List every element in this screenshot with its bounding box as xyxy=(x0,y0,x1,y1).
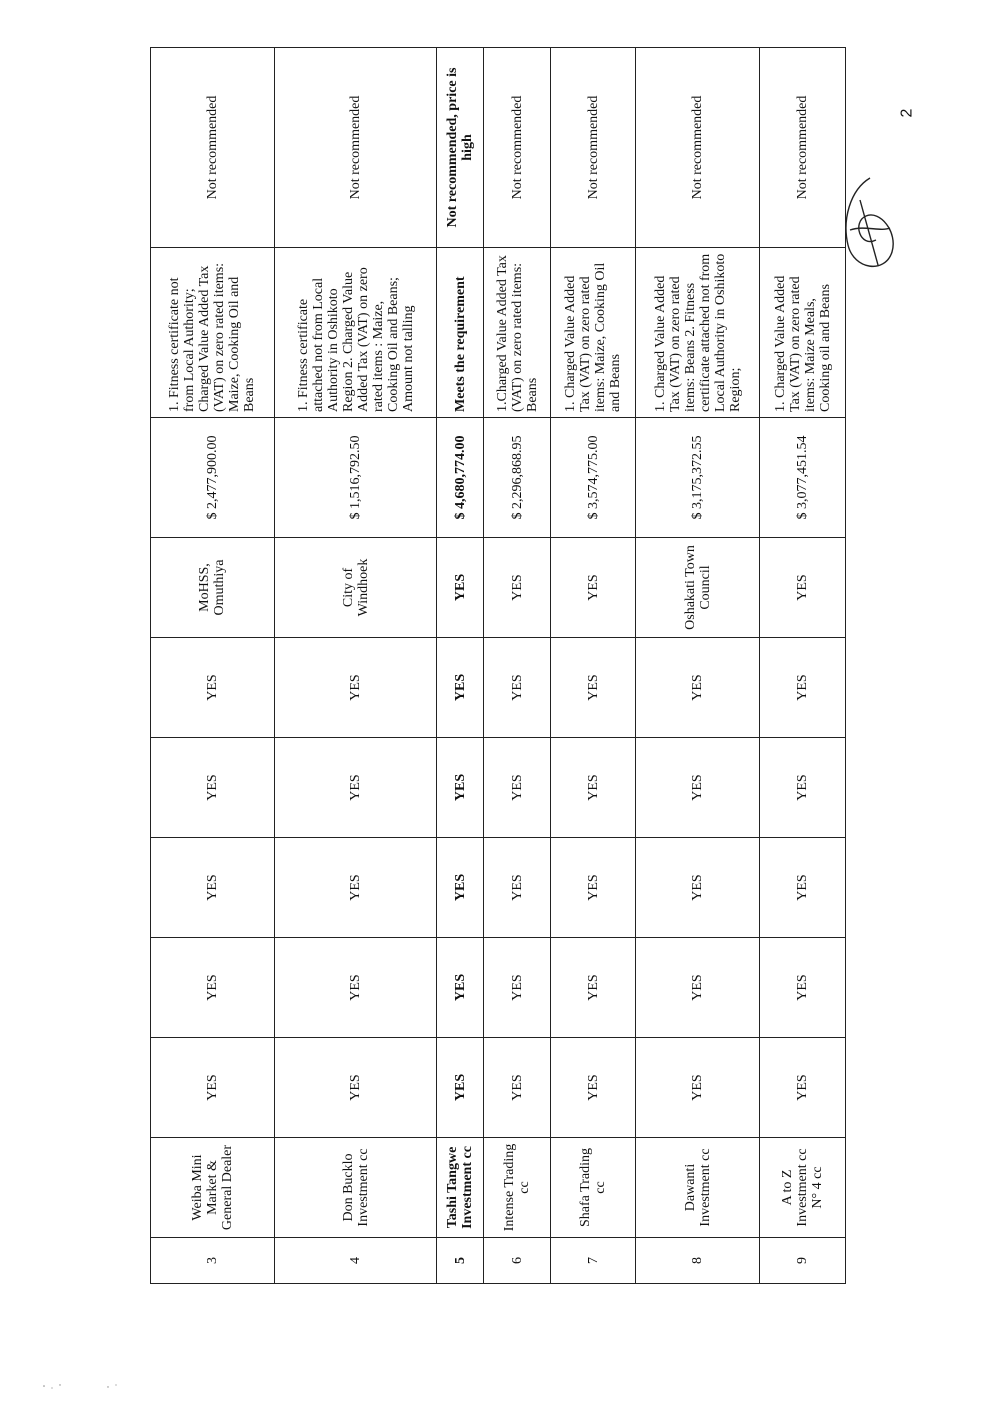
signature-icon xyxy=(830,170,910,280)
criterion-3-cell: YES xyxy=(636,838,760,938)
criterion-2-cell: YES xyxy=(484,938,550,1038)
criterion-5-cell: YES xyxy=(151,638,275,738)
remarks-cell: 1. Charged Value Added Tax (VAT) on zero rated items: Maize, Cooking Oil and Beans xyxy=(550,248,636,418)
criterion-2-cell: YES xyxy=(760,938,846,1038)
remarks-cell: 1. Fitness certificate not from Local Authority; Charged Value Added Tax (VAT) on zero rated items: Maize, Cooking Oil and Beans xyxy=(151,248,275,418)
criterion-1-cell: YES xyxy=(274,1038,436,1138)
row-number-cell: 6 xyxy=(484,1238,550,1284)
criterion-3-cell: YES xyxy=(484,838,550,938)
row-number-cell: 8 xyxy=(636,1238,760,1284)
evaluation-table xyxy=(150,47,846,1284)
remarks-cell: Meets the requirement xyxy=(437,248,484,418)
criterion-5-cell: YES xyxy=(636,638,760,738)
criterion-1-cell: YES xyxy=(437,1038,484,1138)
criterion-6-cell: YES xyxy=(437,538,484,638)
criterion-6-cell: YES xyxy=(550,538,636,638)
table-row xyxy=(550,48,636,1284)
remarks-cell: 1. Fitness certificate attached not from Local Authority in Oshikoto Region 2. Charged Value Added Tax (VAT) on zero rated items : Maize, Cooking Oil and Beans; Amount not talling xyxy=(274,248,436,418)
criterion-1-cell: YES xyxy=(636,1038,760,1138)
bid-price-cell: $ 1,516,792.50 xyxy=(274,418,436,538)
rotated-table-wrapper xyxy=(150,48,846,1284)
criterion-2-cell: YES xyxy=(636,938,760,1038)
bid-price-cell: $ 4,680,774.00 xyxy=(437,418,484,538)
recommendation-cell: Not recommended xyxy=(760,48,846,248)
recommendation-cell: Not recommended xyxy=(274,48,436,248)
criterion-2-cell: YES xyxy=(151,938,275,1038)
criterion-6-cell: MoHSS, Omuthiya xyxy=(151,538,275,638)
table-body xyxy=(151,48,846,1284)
criterion-4-cell: YES xyxy=(760,738,846,838)
recommendation-cell: Not recommended xyxy=(151,48,275,248)
criterion-6-cell: City of Windhoek xyxy=(274,538,436,638)
row-number-cell: 3 xyxy=(151,1238,275,1284)
bid-price-cell: $ 3,574,775.00 xyxy=(550,418,636,538)
criterion-3-cell: YES xyxy=(437,838,484,938)
row-number-cell: 9 xyxy=(760,1238,846,1284)
criterion-4-cell: YES xyxy=(437,738,484,838)
bidder-name-cell: Don Bucklo Investment cc xyxy=(274,1138,436,1238)
criterion-4-cell: YES xyxy=(484,738,550,838)
bid-price-cell: $ 3,175,372.55 xyxy=(636,418,760,538)
bid-price-cell: $ 2,477,900.00 xyxy=(151,418,275,538)
criterion-1-cell: YES xyxy=(484,1038,550,1138)
scan-specks xyxy=(40,1376,130,1396)
criterion-2-cell: YES xyxy=(550,938,636,1038)
criterion-4-cell: YES xyxy=(550,738,636,838)
criterion-5-cell: YES xyxy=(760,638,846,738)
remarks-cell: 1. Charged Value Added Tax (VAT) on zero rated items: Maize Meals, Cooking oil and Beans xyxy=(760,248,846,418)
row-number-cell: 7 xyxy=(550,1238,636,1284)
criterion-3-cell: YES xyxy=(274,838,436,938)
criterion-3-cell: YES xyxy=(550,838,636,938)
criterion-4-cell: YES xyxy=(151,738,275,838)
row-number-cell: 5 xyxy=(437,1238,484,1284)
criterion-6-cell: YES xyxy=(484,538,550,638)
criterion-6-cell: YES xyxy=(760,538,846,638)
criterion-4-cell: YES xyxy=(274,738,436,838)
table-row xyxy=(636,48,760,1284)
recommendation-cell: Not recommended xyxy=(484,48,550,248)
criterion-6-cell: Oshakati Town Council xyxy=(636,538,760,638)
bidder-name-cell: Shafa Trading cc xyxy=(550,1138,636,1238)
criterion-1-cell: YES xyxy=(151,1038,275,1138)
table-row xyxy=(484,48,550,1284)
bidder-name-cell: Dawanti Investment cc xyxy=(636,1138,760,1238)
table-row xyxy=(274,48,436,1284)
criterion-3-cell: YES xyxy=(760,838,846,938)
recommendation-cell: Not recommended xyxy=(636,48,760,248)
bidder-name-cell: A to Z Investment cc N° 4 cc xyxy=(760,1138,846,1238)
criterion-1-cell: YES xyxy=(760,1038,846,1138)
bid-price-cell: $ 3,077,451.54 xyxy=(760,418,846,538)
table-row xyxy=(151,48,275,1284)
criterion-1-cell: YES xyxy=(550,1038,636,1138)
bidder-name-cell: Intense Trading cc xyxy=(484,1138,550,1238)
page-number: 2 xyxy=(898,108,916,118)
criterion-2-cell: YES xyxy=(274,938,436,1038)
criterion-4-cell: YES xyxy=(636,738,760,838)
recommendation-cell: Not recommended xyxy=(550,48,636,248)
remarks-cell: 1.Charged Value Added Tax (VAT) on zero rated items: Beans xyxy=(484,248,550,418)
criterion-5-cell: YES xyxy=(484,638,550,738)
bid-price-cell: $ 2,296,868.95 xyxy=(484,418,550,538)
criterion-5-cell: YES xyxy=(550,638,636,738)
criterion-5-cell: YES xyxy=(437,638,484,738)
bidder-name-cell: Tashi Tangwe Investment cc xyxy=(437,1138,484,1238)
recommendation-cell: Not recommended, price is high xyxy=(437,48,484,248)
bidder-name-cell: Weiba Mini Market & General Dealer xyxy=(151,1138,275,1238)
criterion-5-cell: YES xyxy=(274,638,436,738)
remarks-cell: 1. Charged Value Added Tax (VAT) on zero rated items: Beans 2. Fitness certificate attached not from Local Authority in Oshikoto Region; xyxy=(636,248,760,418)
criterion-2-cell: YES xyxy=(437,938,484,1038)
row-number-cell: 4 xyxy=(274,1238,436,1284)
criterion-3-cell: YES xyxy=(151,838,275,938)
table-row xyxy=(437,48,484,1284)
